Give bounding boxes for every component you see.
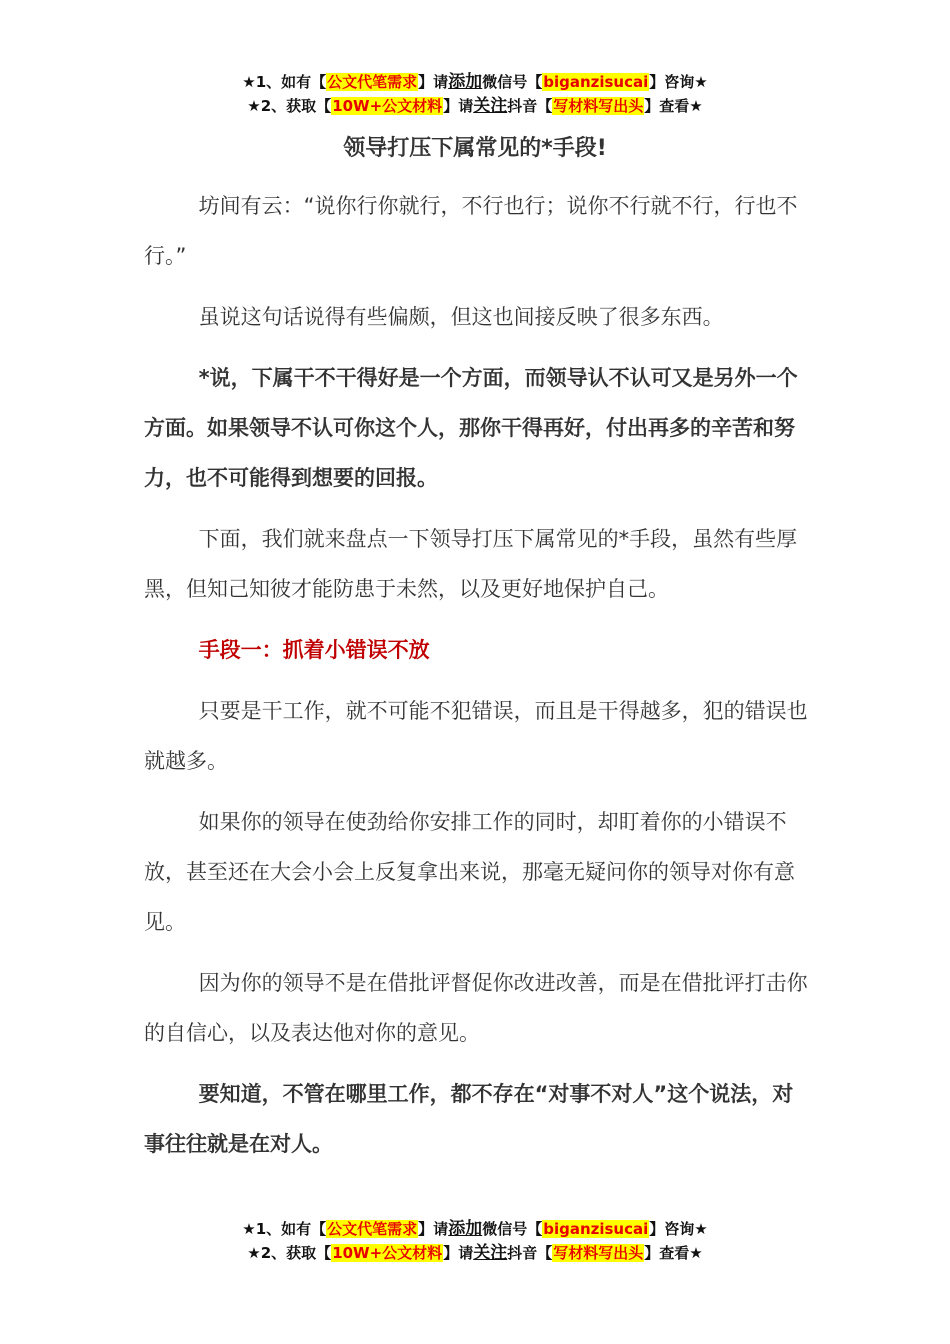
paragraph: 下面，我们就来盘点一下领导打压下属常见的*手段，虽然有些厚黑，但知己知彼才能防患于未然，以及更好地保护自己。 xyxy=(144,527,798,601)
highlight-materials: 10W+公文材料 xyxy=(332,97,443,115)
banner-line-2: ★2、获取【10W+公文材料】请关注抖音【写材料写出头】查看★ xyxy=(247,1243,703,1263)
paragraph-bold: 要知道，不管在哪里工作，都不存在“对事不对人”这个说法，对事往往就是在对人。 xyxy=(144,1082,794,1156)
highlight-service: 公文代笔需求 xyxy=(327,1220,418,1238)
section-heading: 手段一：抓着小错误不放 xyxy=(198,638,430,662)
highlight-wechat-id: biganzisucai xyxy=(543,1220,649,1238)
article-body xyxy=(144,181,812,1180)
footer-banner xyxy=(0,1217,950,1265)
highlight-service: 公文代笔需求 xyxy=(327,73,418,91)
banner-line-1: ★1、如有【公文代笔需求】请添加微信号【biganzisucai】咨询★ xyxy=(242,72,708,92)
banner-line-1: ★1、如有【公文代笔需求】请添加微信号【biganzisucai】咨询★ xyxy=(242,1219,708,1239)
highlight-douyin-account: 写材料写出头 xyxy=(553,97,644,115)
header-banner xyxy=(0,70,950,118)
paragraph: 因为你的领导不是在借批评督促你改进改善，而是在借批评打击你的自信心，以及表达他对你的意见。 xyxy=(144,971,808,1045)
article-title: 领导打压下属常见的*手段! xyxy=(343,136,607,161)
highlight-douyin-account: 写材料写出头 xyxy=(553,1244,644,1262)
highlight-wechat-id: biganzisucai xyxy=(543,73,649,91)
paragraph: 坊间有云：“说你行你就行，不行也行；说你不行就不行，行也不行。” xyxy=(144,194,798,268)
paragraph: 虽说这句话说得有些偏颇，但这也间接反映了很多东西。 xyxy=(198,305,724,329)
highlight-materials: 10W+公文材料 xyxy=(332,1244,443,1262)
paragraph: 只要是干工作，就不可能不犯错误，而且是干得越多，犯的错误也就越多。 xyxy=(144,699,808,773)
paragraph-bold: *说，下属干不干得好是一个方面，而领导认不认可又是另外一个方面。如果领导不认可你这个人，那你干得再好，付出再多的辛苦和努力，也不可能得到想要的回报。 xyxy=(144,366,798,490)
paragraph: 如果你的领导在使劲给你安排工作的同时，却盯着你的小错误不放，甚至还在大会小会上反复拿出来说，那毫无疑问你的领导对你有意见。 xyxy=(144,810,795,934)
banner-line-2: ★2、获取【10W+公文材料】请关注抖音【写材料写出头】查看★ xyxy=(247,96,703,116)
